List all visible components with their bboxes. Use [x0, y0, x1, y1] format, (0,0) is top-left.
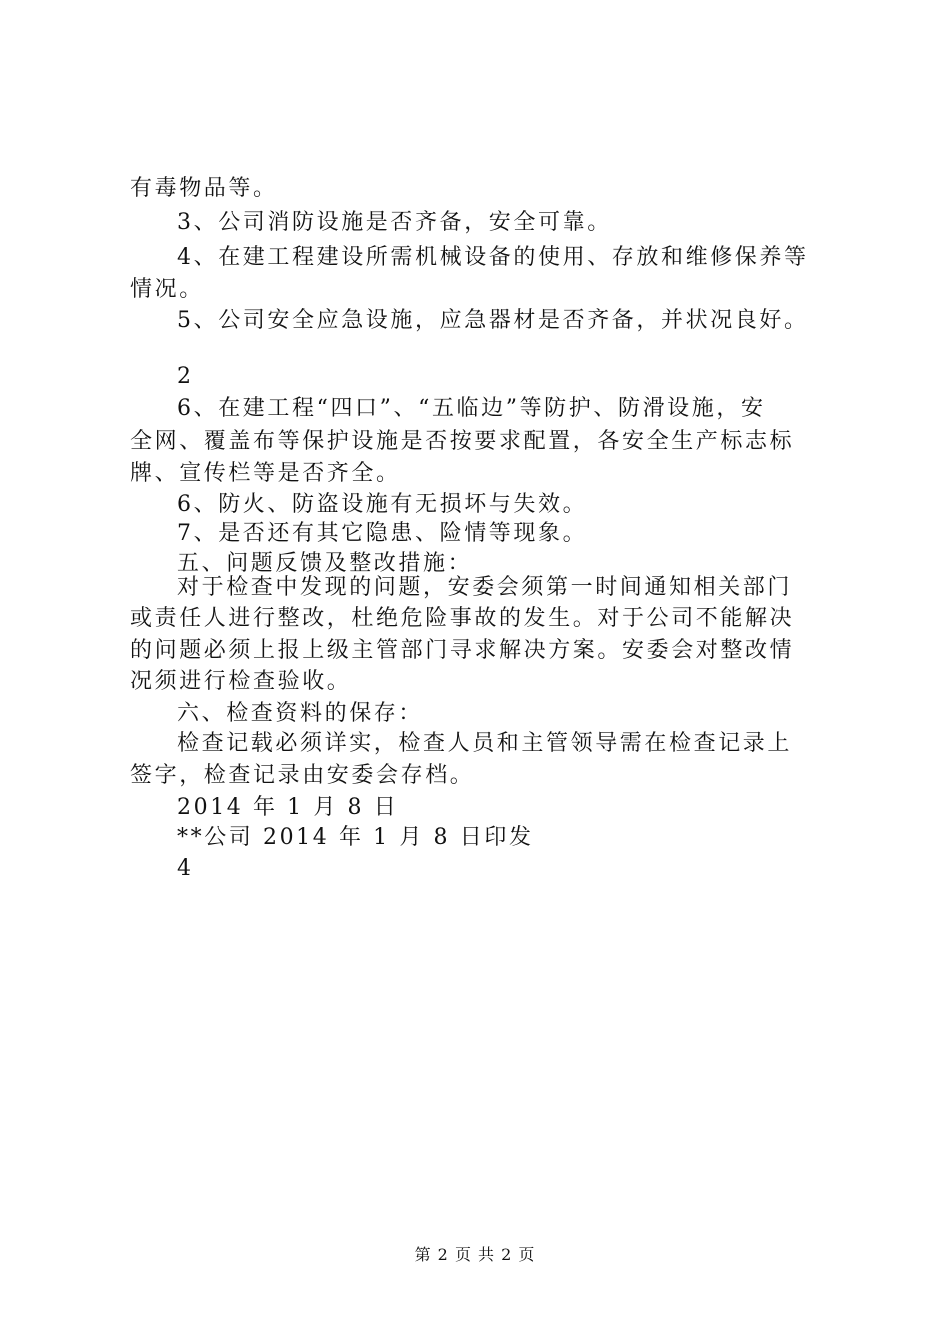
- text-line: 4、在建工程建设所需机械设备的使用、存放和维修保养等: [177, 245, 809, 270]
- text-line: 签字，检查记录由安委会存档。: [130, 763, 475, 788]
- section-heading: 六、检查资料的保存：: [177, 701, 424, 726]
- text-line: 6、防火、防盗设施有无损坏与失效。: [177, 492, 588, 517]
- text-line: 牌、宣传栏等是否齐全。: [130, 461, 401, 486]
- issue-line: **公司 2014 年 1 月 8 日印发: [177, 825, 534, 850]
- text-line: 7、是否还有其它隐患、险情等现象。: [177, 521, 588, 546]
- text-line: 3、公司消防设施是否齐备，安全可靠。: [177, 210, 612, 235]
- text-line: 况须进行检查验收。: [130, 669, 352, 694]
- text-line: 或责任人进行整改，杜绝危险事故的发生。对于公司不能解决: [130, 606, 795, 631]
- page-number-marker: 2: [177, 364, 194, 389]
- page-footer: 第 2 页 共 2 页: [414, 1245, 536, 1264]
- text-line: 情况。: [130, 277, 204, 302]
- text-line: 的问题必须上报上级主管部门寻求解决方案。安委会对整改情: [130, 638, 795, 663]
- text-line: 6、在建工程“四口”、“五临边”等防护、防滑设施，安: [177, 396, 766, 421]
- text-line: 对于检查中发现的问题，安委会须第一时间通知相关部门: [177, 575, 793, 600]
- text-line: 检查记载必须详实，检查人员和主管领导需在检查记录上: [177, 731, 793, 756]
- text-line: 有毒物品等。: [130, 176, 278, 201]
- text-line: 全网、覆盖布等保护设施是否按要求配置，各安全生产标志标: [130, 429, 795, 454]
- date-line: 2014 年 1 月 8 日: [177, 795, 399, 820]
- section-heading: 五、问题反馈及整改措施：: [177, 551, 473, 576]
- page-number-marker: 4: [177, 856, 194, 881]
- text-line: 5、公司安全应急设施，应急器材是否齐备，并状况良好。: [177, 308, 809, 333]
